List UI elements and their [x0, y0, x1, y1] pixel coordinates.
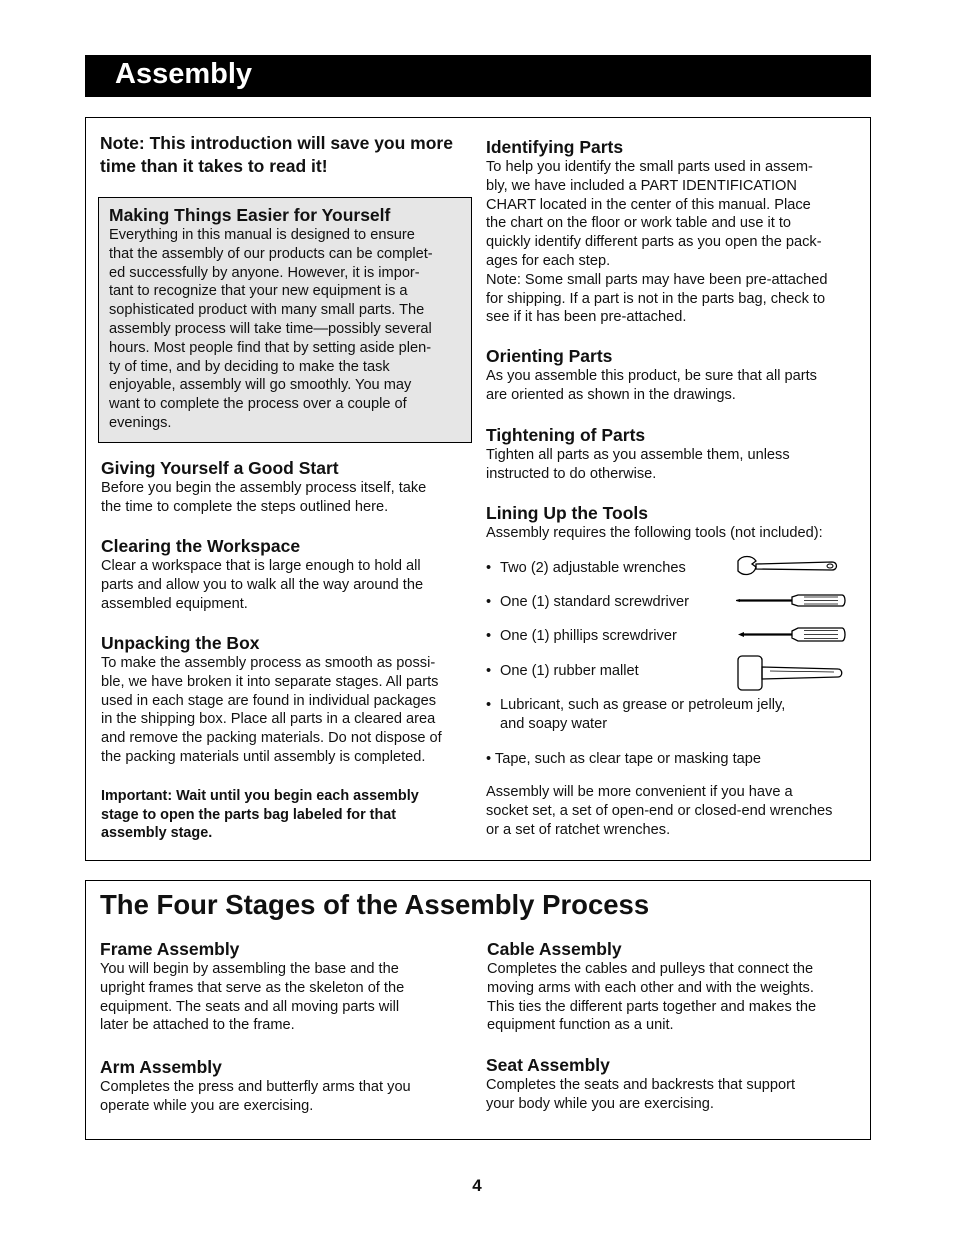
- text-line: assembled equipment.: [101, 595, 248, 612]
- text-line: ages for each step.: [486, 252, 611, 269]
- unpacking-heading: Unpacking the Box: [101, 633, 260, 653]
- seat-assembly-text: [486, 1076, 858, 1114]
- text-line: Note: Some small parts may have been pre-attached: [486, 271, 828, 288]
- section-banner: [85, 55, 871, 97]
- tool-label: One (1) phillips screwdriver: [500, 628, 677, 644]
- text-line: assembly stage.: [101, 825, 213, 842]
- text-line: moving arms with each other and with the weights.: [487, 979, 814, 996]
- good-start-text: [101, 479, 471, 517]
- text-line: enjoyable, assembly will go smoothly. You may: [109, 377, 412, 394]
- workspace-text: [101, 557, 471, 613]
- text-line: upright frames that serve as the skeleton of the: [100, 979, 405, 996]
- frame-assembly-heading: Frame Assembly: [100, 939, 240, 959]
- arm-assembly-heading: Arm Assembly: [100, 1057, 222, 1077]
- text-line: or a set of ratchet wrenches.: [486, 821, 671, 838]
- tool-item: [486, 696, 785, 734]
- text-line: Clear a workspace that is large enough to hold all: [101, 558, 421, 574]
- arm-assembly-section: [100, 1056, 470, 1116]
- text-line: want to complete the process over a couple of: [109, 396, 407, 413]
- tightening-heading: Tightening of Parts: [486, 425, 646, 445]
- tool-label: One (1) standard screwdriver: [500, 594, 689, 610]
- text-line: evenings.: [109, 414, 172, 431]
- text-line: tant to recognize that your new equipment is a: [109, 283, 408, 300]
- text-line: equipment. The seats and all moving parts will: [100, 998, 400, 1015]
- text-line: Tighten all parts as you assemble them, unless: [486, 447, 790, 463]
- tool-item-tape: • Tape, such as clear tape or masking tape: [486, 751, 761, 767]
- text-line: sophisticated product with many small parts. The: [109, 302, 425, 319]
- workspace-section: [101, 535, 471, 613]
- text-line: Everything in this manual is designed to ensure: [109, 227, 415, 243]
- text-line: Completes the press and butterfly arms that you: [100, 1079, 411, 1095]
- standard-screwdriver-icon: [734, 592, 846, 610]
- identifying-section: [486, 136, 858, 327]
- orienting-section: [486, 345, 858, 405]
- text-line: As you assemble this product, be sure that all parts: [486, 368, 817, 384]
- text-line: This ties the different parts together and makes the: [487, 998, 817, 1015]
- text-line: that the assembly of our products can be complet-: [109, 245, 433, 262]
- text-line: socket set, a set of open-end or closed-end wrenches: [486, 802, 833, 819]
- tools-closing-text: [486, 783, 858, 839]
- text-line: in the shipping box. Place all parts in a cleared area: [101, 711, 436, 728]
- text-line: operate while you are exercising.: [100, 1097, 314, 1114]
- cable-assembly-section: [487, 938, 859, 1035]
- tool-item: [486, 662, 639, 681]
- frame-assembly-section: [100, 938, 470, 1035]
- text-line: instructed to do otherwise.: [486, 465, 657, 482]
- unpacking-section: [101, 632, 471, 767]
- stages-box: [85, 880, 871, 1140]
- making-things-easier-text: [109, 226, 465, 433]
- text-line: Assembly will be more convenient if you have a: [486, 784, 793, 800]
- bullet: •: [486, 663, 492, 679]
- text-line: assembly process will take time—possibly several: [109, 320, 432, 337]
- good-start-heading: Giving Yourself a Good Start: [101, 458, 339, 478]
- page-title: Assembly: [115, 58, 253, 90]
- good-start-section: [101, 457, 471, 517]
- seat-assembly-section: [486, 1054, 858, 1114]
- making-things-easier-heading: Making Things Easier for Yourself: [109, 205, 391, 225]
- text-line: Before you begin the assembly process itself, take: [101, 480, 427, 496]
- text-line: Completes the cables and pulleys that connect the: [487, 961, 814, 977]
- bullet: •: [486, 594, 492, 610]
- tools-section: [486, 502, 858, 543]
- text-line: ble, we have broken it into separate stages. All parts: [101, 673, 439, 690]
- page-number: 4: [472, 1176, 482, 1195]
- tool-label: Lubricant, such as grease or petroleum jelly,: [500, 697, 786, 713]
- rubber-mallet-icon: [736, 654, 846, 692]
- text-line: hours. Most people find that by setting aside plen-: [109, 339, 432, 356]
- phillips-screwdriver-icon: [736, 626, 848, 644]
- text-line: To help you identify the small parts used in assem-: [486, 159, 813, 175]
- text-line: your body while you are exercising.: [486, 1095, 714, 1112]
- text-line: bly, we have included a PART IDENTIFICATION: [486, 177, 797, 194]
- text-line: stage to open the parts bag labeled for that: [101, 806, 397, 823]
- text-line: parts and allow you to walk all the way around the: [101, 576, 424, 593]
- adjustable-wrench-icon: [734, 553, 840, 583]
- text-line: CHART located in the center of this manual. Place: [486, 196, 811, 213]
- arm-assembly-text: [100, 1078, 470, 1116]
- tool-item: [486, 627, 677, 646]
- text-line: Completes the seats and backrests that support: [486, 1077, 796, 1093]
- unpacking-text: [101, 654, 471, 767]
- bullet: •: [486, 697, 492, 713]
- bullet: •: [486, 628, 492, 644]
- orienting-heading: Orienting Parts: [486, 346, 613, 366]
- text-line: the packing materials until assembly is completed.: [101, 748, 426, 765]
- orienting-text: [486, 367, 858, 405]
- introduction-box: [85, 117, 871, 861]
- tool-label: and soapy water: [500, 715, 608, 732]
- text-line: the chart on the floor or work table and use it to: [486, 215, 792, 232]
- text-line: are oriented as shown in the drawings.: [486, 386, 736, 403]
- workspace-heading: Clearing the Workspace: [101, 536, 301, 556]
- text-line: for shipping. If a part is not in the parts bag, check to: [486, 290, 826, 307]
- cable-assembly-text: [487, 960, 859, 1035]
- text-line: To make the assembly process as smooth as possi-: [101, 655, 436, 671]
- stages-title: The Four Stages of the Assembly Process: [100, 889, 650, 920]
- tool-item: [486, 593, 689, 612]
- frame-assembly-text: [100, 960, 470, 1035]
- intro-note: Note: This introduction will save you more time than it takes to read it!: [100, 133, 453, 176]
- tightening-section: [486, 424, 858, 484]
- seat-assembly-heading: Seat Assembly: [486, 1055, 610, 1075]
- text-line: You will begin by assembling the base and the: [100, 961, 399, 977]
- bullet: •: [486, 560, 492, 576]
- text-line: used in each stage are found in individual packages: [101, 692, 437, 709]
- tools-heading: Lining Up the Tools: [486, 503, 649, 523]
- cable-assembly-heading: Cable Assembly: [487, 939, 622, 959]
- text-line: later be attached to the frame.: [100, 1017, 295, 1034]
- tool-item: [486, 559, 686, 578]
- text-line: the time to complete the steps outlined here.: [101, 498, 389, 515]
- identifying-heading: Identifying Parts: [486, 137, 624, 157]
- tightening-text: [486, 446, 858, 484]
- tool-label: One (1) rubber mallet: [500, 663, 639, 679]
- tools-intro: Assembly requires the following tools (not included):: [486, 525, 823, 541]
- text-line: see if it has been pre-attached.: [486, 309, 687, 326]
- text-line: quickly identify different parts as you open the pack-: [486, 234, 822, 251]
- text-line: ed successfully by anyone. However, it is impor-: [109, 264, 420, 281]
- tool-label: Two (2) adjustable wrenches: [500, 560, 686, 576]
- text-line: equipment function as a unit.: [487, 1017, 674, 1034]
- text-line: ty of time, and by deciding to make the task: [109, 358, 390, 375]
- text-line: Important: Wait until you begin each assembly: [101, 788, 419, 804]
- important-note: [101, 787, 461, 843]
- identifying-text: [486, 158, 858, 327]
- text-line: and remove the packing materials. Do not dispose of: [101, 730, 442, 747]
- making-things-easier-box: [98, 197, 472, 443]
